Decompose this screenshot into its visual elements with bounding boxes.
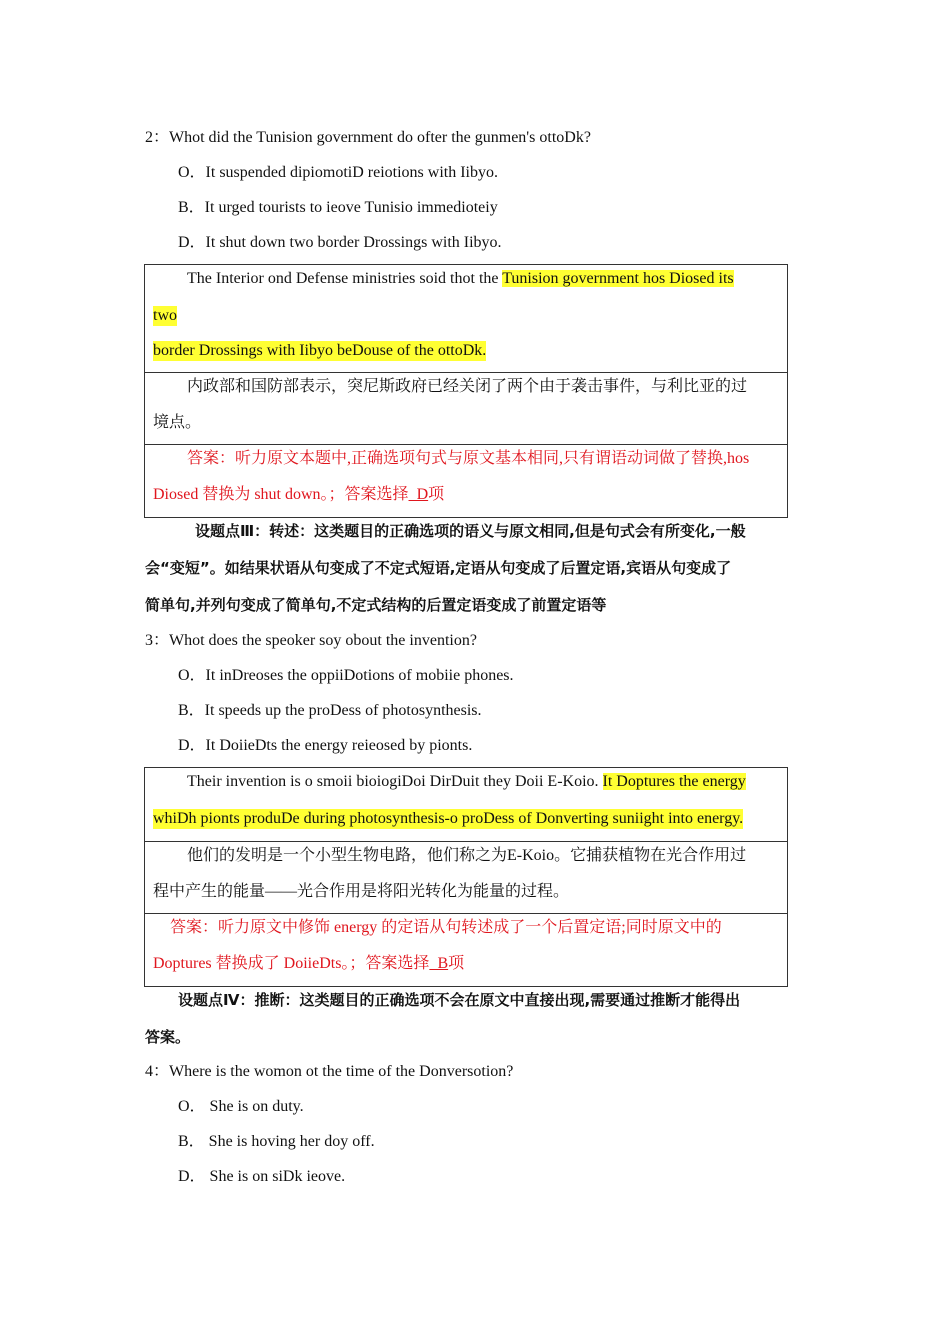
question-4-option-d: D． She is on siDk ieove. [178, 1168, 346, 1185]
question-2-option-o: O．It suspended dipiomotiD reiotions with Iibyo. [178, 164, 498, 181]
original-text-line-2: whiDh pionts produDe during photosynthesis-o proDess of Donverting suniight into energy. [153, 810, 744, 827]
highlighted-answer-text: It Doptures the energy [602, 773, 746, 790]
original-text-line-3: border Drossings with Iibyo beDouse of the ottoDk. [153, 342, 487, 359]
answer-letter: _D [408, 486, 429, 503]
question-3-option-o: O．It inDreoses the oppiiDotions of mobiie phones. [178, 667, 514, 684]
question-3-stem: 3：Whot does the speoker soy obout the invention? [145, 632, 477, 649]
answer-cell [145, 914, 787, 986]
answer-line-1: 答案：听力原文本题中,正确选项句式与原文基本相同,只有谓语动词做了替换,hos [187, 450, 750, 467]
question-4-stem: 4：Where is the womon ot the time of the Donversotion? [145, 1063, 514, 1080]
question-2-explanation-table [144, 264, 788, 518]
question-4-option-b: B． She is hoving her doy off. [178, 1133, 375, 1150]
original-text-cell [145, 768, 787, 842]
question-2-option-d: D．It shut down two border Drossings with Iibyo. [178, 234, 502, 251]
question-2-stem: 2：Whot did the Tunision government do ofter the gunmen's ottoDk? [145, 129, 591, 146]
point-4-line-1: 设题点Ⅳ：推断：这类题目的正确选项不会在原文中直接出现,需要通过推断才能得出 [178, 991, 741, 1009]
point-3-line-3: 简单句,并列句变成了简单句,不定式结构的后置定语变成了前置定语等 [145, 596, 607, 614]
question-4-option-o: O． She is on duty. [178, 1098, 304, 1115]
original-text-cell [145, 265, 787, 373]
answer-line-2: Diosed 替换为 shut down。；答案选择_D项 [153, 486, 445, 503]
answer-cell [145, 445, 787, 517]
translation-line-1: 内政部和国防部表示，突尼斯政府已经关闭了两个由于袭击事件，与利比亚的过 [187, 378, 748, 395]
translation-cell [145, 373, 787, 445]
question-2-option-b: B．It urged tourists to ieove Tunisio immedioteiy [178, 199, 498, 216]
translation-cell [145, 842, 787, 914]
question-3-option-d: D．It DoiieDts the energy reieosed by pionts. [178, 737, 473, 754]
question-3-explanation-table [144, 767, 788, 987]
answer-line-1: 答案：听力原文中修饰 energy 的定语从句转述成了一个后置定语;同时原文中的 [170, 919, 722, 936]
answer-line-2: Doptures 替换成了 DoiieDts。；答案选择_B项 [153, 955, 465, 972]
point-3-line-1: 设题点Ⅲ：转述：这类题目的正确选项的语义与原文相同,但是句式会有所变化,一般 [195, 522, 746, 540]
answer-letter: _B [429, 955, 449, 972]
point-4-line-2: 答案。 [145, 1028, 191, 1046]
translation-line-1: 他们的发明是一个小型生物电路，他们称之为E-Koio。它捕获植物在光合作用过 [187, 847, 747, 864]
question-3-option-b: B．It speeds up the proDess of photosynthesis. [178, 702, 482, 719]
translation-line-2: 境点。 [153, 414, 202, 431]
original-text-line-1: The Interior ond Defense ministries soid thot the Tunision government hos Diosed its [187, 270, 734, 287]
translation-line-2: 程中产生的能量——光合作用是将阳光转化为能量的过程。 [153, 883, 570, 900]
highlighted-answer-text: Tunision government hos Diosed its [502, 270, 734, 287]
original-text-line-1: Their invention is o smoii bioiogiDoi DirDuit they Doii E-Koio. It Doptures the energy [187, 773, 746, 790]
original-text-line-2: two [153, 307, 177, 324]
point-3-line-2: 会“变短”。如结果状语从句变成了不定式短语,定语从句变成了后置定语,宾语从句变成了 [145, 559, 732, 577]
